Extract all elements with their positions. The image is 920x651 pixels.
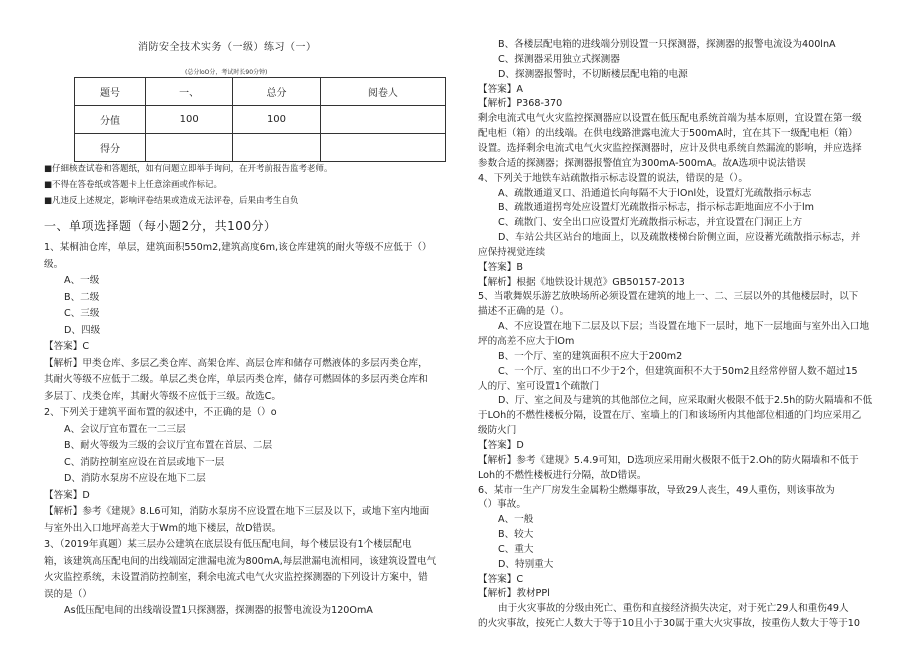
text-line: D、特别重大	[498, 558, 554, 570]
text-line: B、二级	[64, 291, 100, 303]
text-line: 【解析】P368-370	[478, 98, 563, 110]
table-cell	[146, 134, 233, 162]
text-line: B、耐火等级为三级的会议厅宜布置在首层、二层	[64, 440, 273, 451]
table-cell: 100	[146, 106, 233, 134]
table-cell: 阅卷人	[320, 78, 445, 106]
text-line: 应保持视觉连续	[478, 246, 546, 258]
text-line: Loh的不燃性楼板进行分隔，故D错误。	[478, 469, 647, 481]
notice-line: ■仔細核查试卷和答题纸，如有问题立即举手询问，在开考前报告监考老师。	[44, 164, 333, 174]
table-cell: 题号	[75, 78, 146, 106]
text-line: 【答案】D	[478, 439, 524, 451]
text-line: C、探测器采用独立式探测器	[498, 53, 620, 65]
text-line: 【解析】教材PPl	[478, 588, 550, 600]
text-line: 剩余电流式电气火灾监控探测器应以设置在低压配电系统首端为基本原则，宜设置在第一级	[478, 113, 862, 125]
document-subtitle: (总分loO分，考试时长90分钟)	[185, 69, 268, 76]
text-line: 【解析】参考《建规》5.4.9可知，D选项应采用耐火极限不低于2.Oh的防火隔墙和不低于	[478, 454, 859, 466]
text-line: D、消防水泵房不应设在地下二层	[64, 473, 206, 484]
text-line: A、一级	[64, 275, 100, 286]
text-line: 由于火灾事故的分级由死亡、重伤和直接经济损失决定，对于死亡29人和重伤49人	[498, 603, 849, 615]
table-cell: 总分	[233, 78, 320, 106]
text-line: 配电柜（箱）的出线端。在供电线路泄露电流大于500mA时，宜在其下一级配电柜（箱）	[478, 128, 858, 140]
table-cell: 一、	[146, 78, 233, 106]
table-cell: 100	[233, 106, 320, 134]
text-line: 【答案】C	[44, 341, 90, 352]
table-row	[75, 78, 446, 106]
text-line: B、疏散通道拐弯处应设置灯光疏散指示标志，指示标志距地面应不小于lm	[498, 202, 814, 214]
text-line: 其耐火等级不应低于二级。单层乙类仓库，单层丙类仓库，储存可燃固体的多层丙类仓库和	[44, 374, 428, 385]
text-line: 参数合适的探测器；探测器报警值宜为300mA-500mA。故A选项中说法错误	[478, 157, 806, 169]
text-line: As低压配电间的出线端设置1只探测器，探测器的报警电流设为120OmA	[64, 605, 373, 616]
text-line: 级防火门	[478, 425, 517, 437]
text-line: C、消防控制室应设在首层或地下一层	[64, 456, 225, 468]
text-line: A、一般	[498, 514, 534, 526]
text-line: 的火灾事故，按死亡人数大于等于10且小于30属于重大火灾事故，按重伤人数大于等于10	[478, 618, 860, 630]
text-line: 4、下列关于地铁车站疏散指示标志设置的说法，错误的是（）。	[478, 172, 748, 184]
text-line: 误的是（）	[44, 588, 92, 600]
text-line: B、各楼层配电箱的进线端分别设置一只探测器，探测器的报警电流设为400lnA	[498, 39, 836, 50]
text-line: 坪的高差不应大于lOm	[478, 336, 575, 347]
text-line: 多层丁、戊类仓库，其耐火等级不应低于三级。故选C。	[44, 390, 281, 402]
text-line: A、不应设置在地下二层及以下层；当设置在地下一层时，地下一层地面与室外出入口地	[498, 321, 870, 333]
section-heading: 一、单项选择题（每小题2分，共100分）	[44, 219, 277, 233]
text-line: 【答案】A	[478, 83, 523, 95]
text-line: B、较大	[498, 529, 534, 541]
table-cell: 分值	[75, 106, 146, 134]
text-line: 于LOh的不燃性楼板分隔，设置在厅、室墙上的门和该场所内其他部位相通的门均应采用乙	[478, 410, 862, 422]
text-line: B、一个厅、室的建筑面积不应大于200m2	[498, 350, 683, 362]
text-line: D、车站公共区站台的地面上，以及疏散楼梯台阶侧立面，应设蓄光疏散指示标志，并	[498, 232, 861, 244]
text-line: 【答案】B	[478, 261, 523, 273]
score-table	[74, 77, 446, 162]
text-line: C、三级	[64, 308, 100, 319]
text-line: 6、某市一生产厂房发生金属粉尘燃爆事故，导致29人丧生，49人重伤，则该事故为	[478, 484, 835, 496]
text-line: 与室外出入口地坪高差大于Wm的地下楼层，故D错误。	[44, 522, 282, 534]
text-line: 2、下列关于建筑平面布置的叙述中，不正确的是（）o	[44, 407, 277, 418]
text-line: 【解析】甲类仓库、多层乙类仓库、高架仓库、高层仓库和储存可燃液体的多层丙类仓库，	[44, 357, 428, 369]
table-cell	[320, 134, 445, 162]
text-line: 火灾监控系统，未设置消防控制室，剩余电流式电气火灾监控探测器的下列设计方案中，错	[44, 572, 428, 583]
text-line: 级。	[44, 258, 64, 270]
text-line: 描述不正确的是（）。	[478, 306, 570, 318]
text-line: C、重大	[498, 543, 534, 555]
text-line: 设置。选择剩余电流式电气火灾监控探测器时，应计及供电系统自然漏流的影响，并应选择	[478, 142, 862, 154]
table-row	[75, 134, 446, 162]
document-title: 消防安全技术实务（一级）练习（一）	[138, 42, 317, 53]
notice-line: ■不得在答卷纸或答题卡上任意涂画或作标记。	[44, 180, 223, 190]
text-line: 人的厅、室可设置1个疏散门	[478, 380, 600, 392]
text-line: 【解析】参考《建规》8.L6可知，消防水泵房不应设置在地下三层及以下，或地下室内地面	[44, 506, 430, 517]
text-line: 【答案】C	[478, 573, 524, 585]
text-line: D、四级	[64, 324, 101, 336]
text-line: 1、某桐油仓库，单层，建筑面积550m2,建筑高度6m,该仓库建筑的耐火等级不应低于（）	[44, 242, 432, 253]
text-line: D、厅、室之间及与建筑的其他部位之间，应采取耐火极限不低于2.5h的防火隔墙和不低	[498, 395, 873, 407]
text-line: C、疏散门、安全出口应设置灯光疏散指示标志，并宜设置在门洞正上方	[498, 217, 803, 229]
table-row	[75, 106, 446, 134]
table-cell: 得分	[75, 134, 146, 162]
text-line: C、一个厅、室的出口不少于2个，但建筑面积不大于50m2且经常停留人数不超过15	[498, 365, 858, 377]
text-line: D、探测器报警时，不切断楼层配电箱的电源	[498, 68, 688, 80]
text-line: 【解析】根据《地铁设计规范》GB50157-2013	[478, 276, 685, 288]
text-line: 5、当歌舞娱乐游艺放映场所必须设置在建筑的地上一、二、三层以外的其他楼层时，以下	[478, 291, 859, 303]
text-line: 【答案】D	[44, 489, 90, 501]
text-line: 3、（2019年真题）某三层办公建筑在底层设有低压配电间，每个楼层设有1个楼层配电	[44, 539, 412, 550]
table-cell	[320, 106, 445, 134]
table-cell	[233, 134, 320, 162]
notice-line: ■凡违反上述规定，影响评卷结果或造成无法评卷，后果由考生自负	[44, 196, 299, 206]
text-line: A、疏散通道叉口、沿通道长向每隔不大于lOnl处，设置灯光疏散指示标志	[498, 187, 812, 199]
text-line: （）事故。	[478, 499, 526, 511]
text-line: A、会议厅宜布置在一二三层	[64, 423, 186, 435]
text-line: 箱，该建筑高压配电间的出线端固定泄漏电流为800mA,每层泄漏电流相同，该建筑设置电气	[44, 555, 437, 567]
